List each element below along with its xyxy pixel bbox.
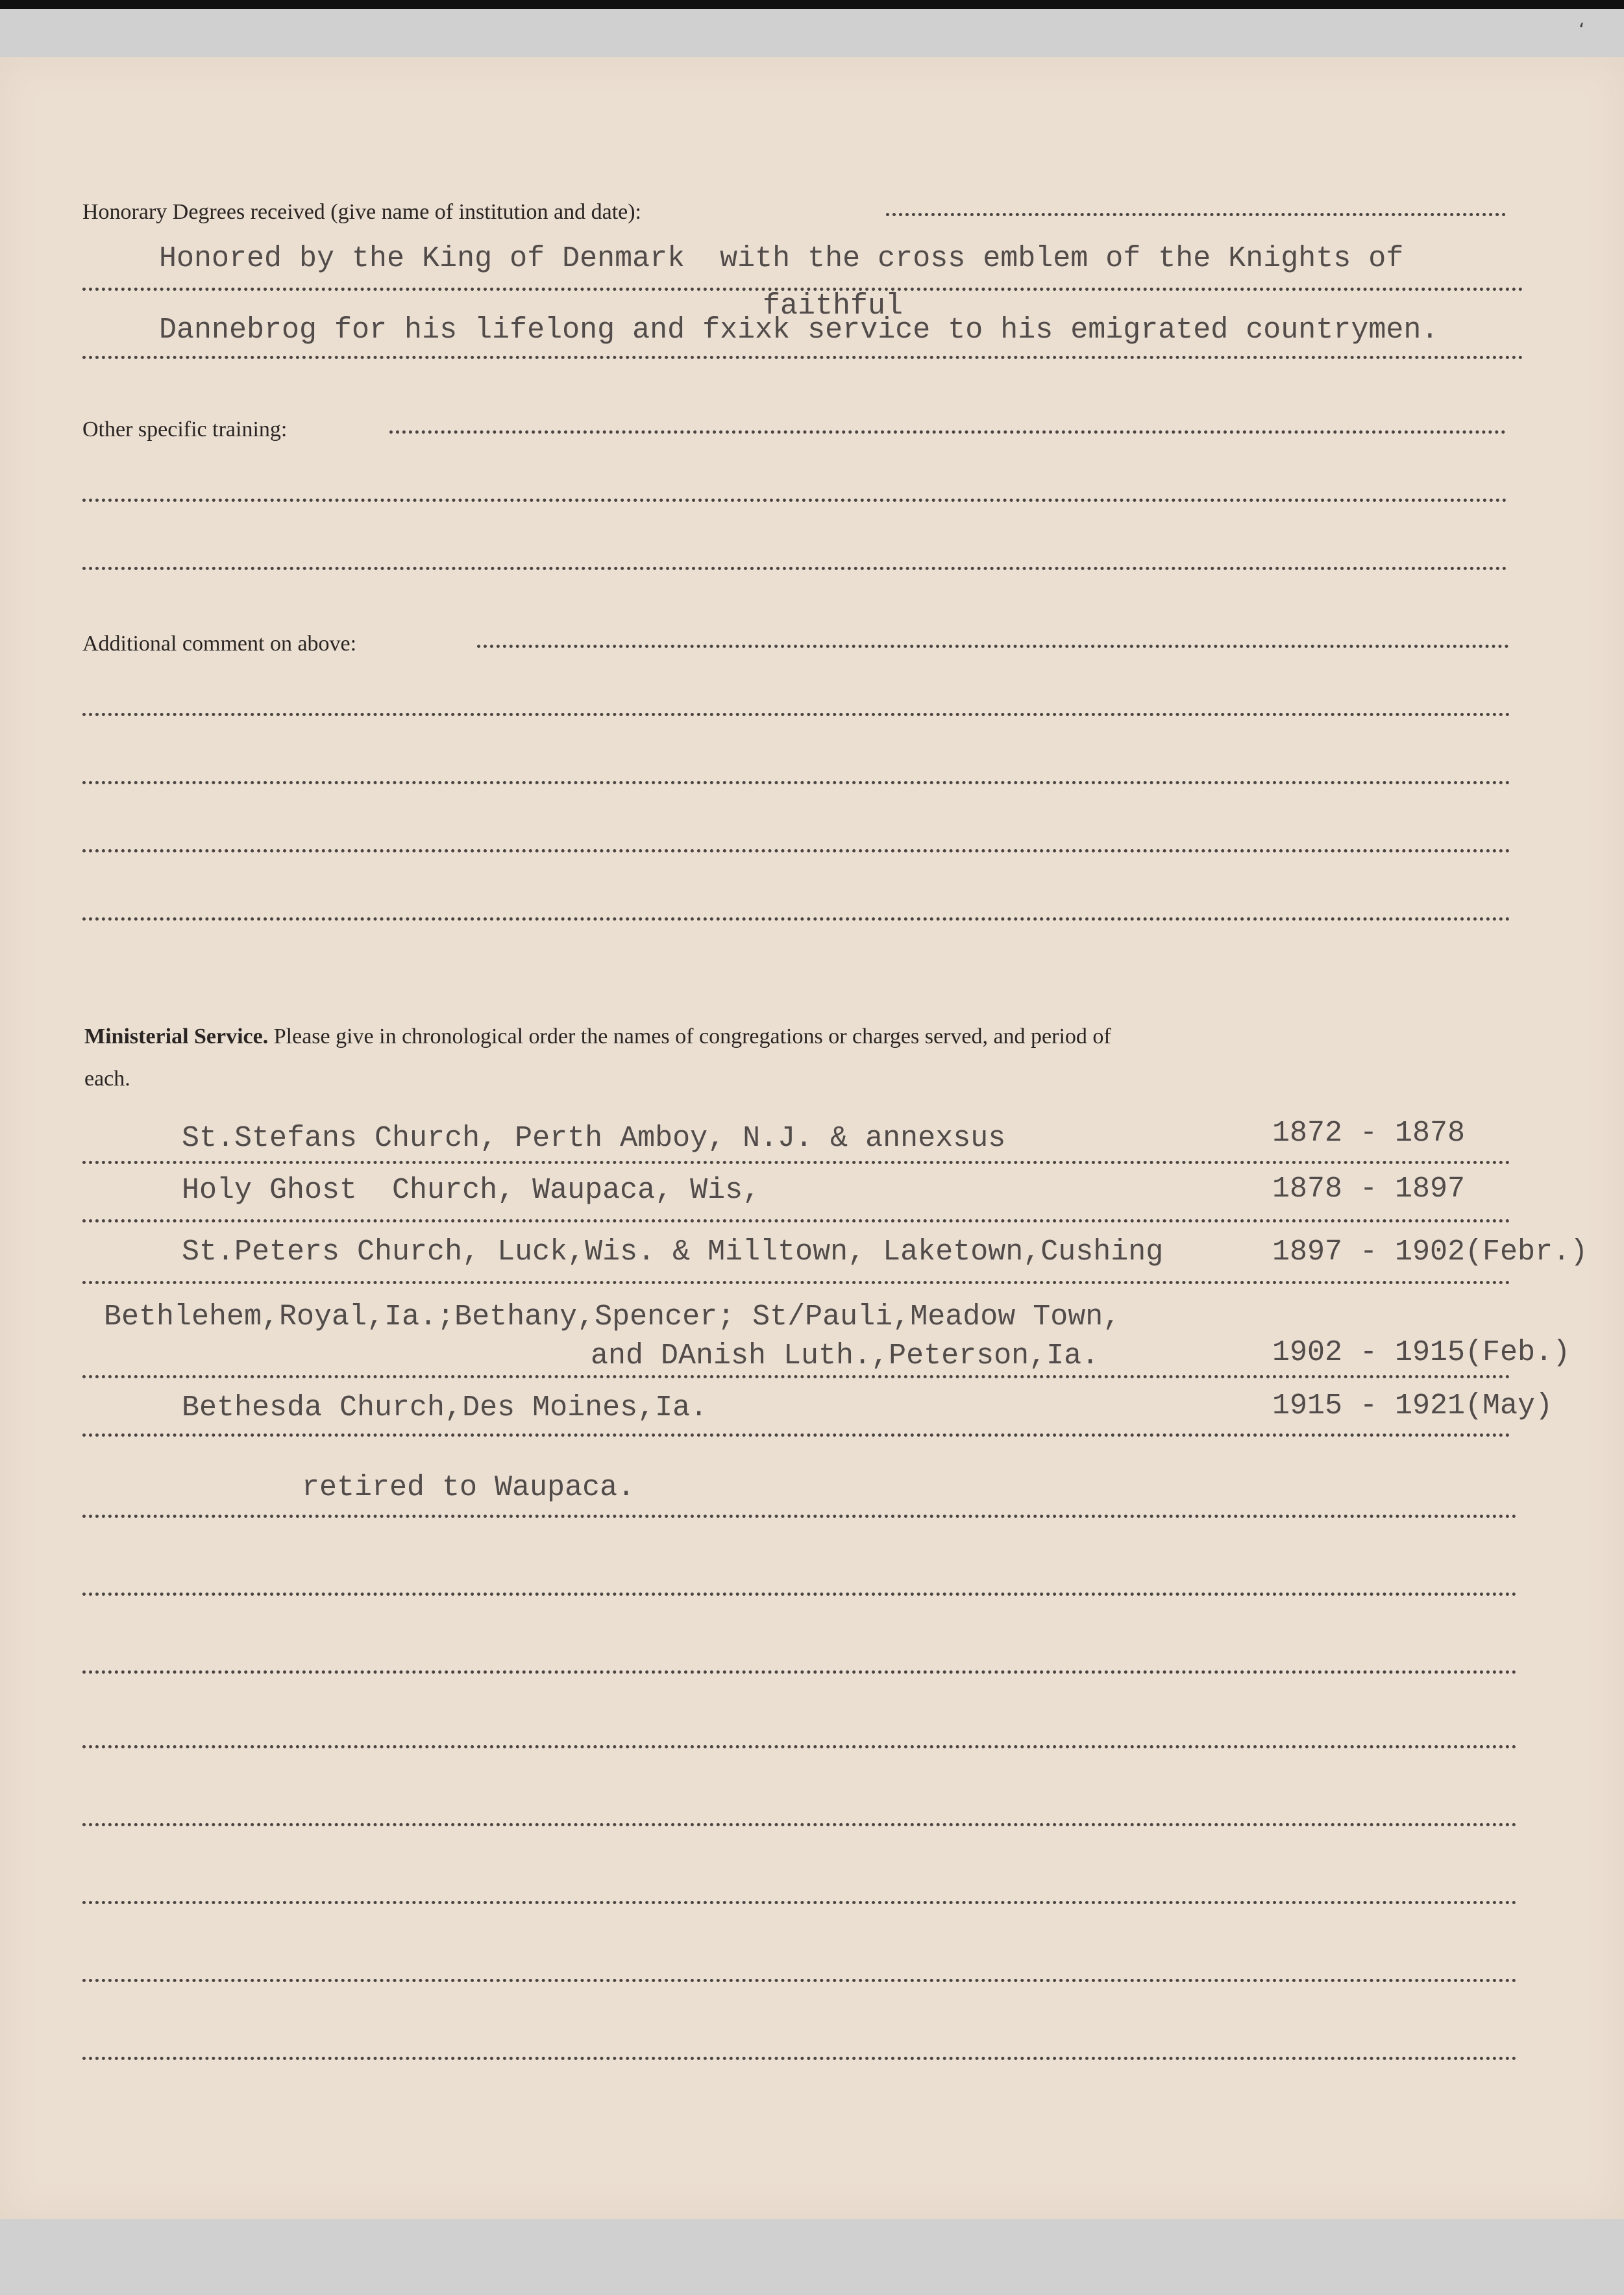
service-entry-5: Bethesda Church,Des Moines,Ia. <box>182 1391 708 1424</box>
dotted-line <box>82 1593 1517 1596</box>
dotted-line <box>82 1219 1510 1222</box>
dotted-line <box>82 1670 1517 1674</box>
corner-mark: ‘ <box>1579 19 1585 42</box>
dotted-line <box>82 356 1523 359</box>
dotted-line <box>82 1901 1517 1904</box>
dotted-line <box>82 2057 1517 2060</box>
service-entry-4-continued: and DAnish Luth.,Peterson,Ia. <box>591 1339 1100 1372</box>
dotted-line <box>82 1979 1517 1982</box>
service-entry-6: retired to Waupaca. <box>302 1471 635 1504</box>
dotted-line <box>82 567 1507 570</box>
honorary-line-2-end: service to his emigrated countrymen. <box>790 314 1439 347</box>
dotted-line <box>82 917 1510 921</box>
honorary-line-2-start: Dannebrog for his lifelong and <box>159 314 703 347</box>
honorary-entry-line-1: Honored by the King of Denmark with the cross emblem of the Knights of <box>159 242 1404 275</box>
honorary-degrees-label: Honorary Degrees received (give name of institution and date): <box>82 200 642 224</box>
other-training-label: Other specific training: <box>82 417 288 441</box>
service-years-4: 1902 - 1915(Feb.) <box>1272 1336 1571 1369</box>
additional-comment-label: Additional comment on above: <box>82 632 357 656</box>
honorary-insertion: faithful <box>763 290 904 323</box>
service-entry-4: Bethlehem,Royal,Ia.;Bethany,Spencer; St/Pauli,Meadow Town, <box>104 1300 1121 1334</box>
dotted-line <box>82 1281 1510 1284</box>
honorary-entry-line-2 <box>159 314 1438 347</box>
dotted-line <box>82 499 1507 502</box>
dotted-line <box>82 1161 1510 1164</box>
struck-word: fxixk <box>702 314 791 347</box>
service-entry-1: St.Stefans Church, Perth Amboy, N.J. & annexsus <box>182 1122 1006 1155</box>
form-page <box>0 57 1624 2219</box>
service-years-2: 1878 - 1897 <box>1272 1172 1466 1206</box>
dotted-line <box>389 430 1506 434</box>
service-entry-2: Holy Ghost Church, Waupaca, Wis, <box>182 1174 761 1207</box>
dotted-line <box>477 645 1509 648</box>
dotted-line <box>82 849 1510 852</box>
dotted-line <box>82 1515 1517 1518</box>
scan-top-edge <box>0 0 1624 9</box>
dotted-line <box>82 1745 1517 1748</box>
service-years-1: 1872 - 1878 <box>1272 1117 1466 1150</box>
service-years-5: 1915 - 1921(May) <box>1272 1389 1553 1422</box>
dotted-line <box>82 1375 1510 1378</box>
dotted-line <box>82 1433 1510 1437</box>
dotted-line <box>82 1823 1517 1826</box>
ministerial-instruction: Please give in chronological order the names of congregations or charges served, and period of <box>273 1024 1111 1048</box>
dotted-line <box>82 781 1510 784</box>
dotted-line <box>886 213 1506 216</box>
dotted-line <box>82 713 1510 716</box>
ministerial-instruction-continued: each. <box>84 1067 130 1091</box>
ministerial-service-paragraph <box>84 1024 1111 1049</box>
service-entry-3: St.Peters Church, Luck,Wis. & Milltown, Laketown,Cushing <box>182 1235 1164 1269</box>
ministerial-service-heading: Ministerial Service. <box>84 1024 269 1048</box>
service-years-3: 1897 - 1902(Febr.) <box>1272 1235 1588 1269</box>
